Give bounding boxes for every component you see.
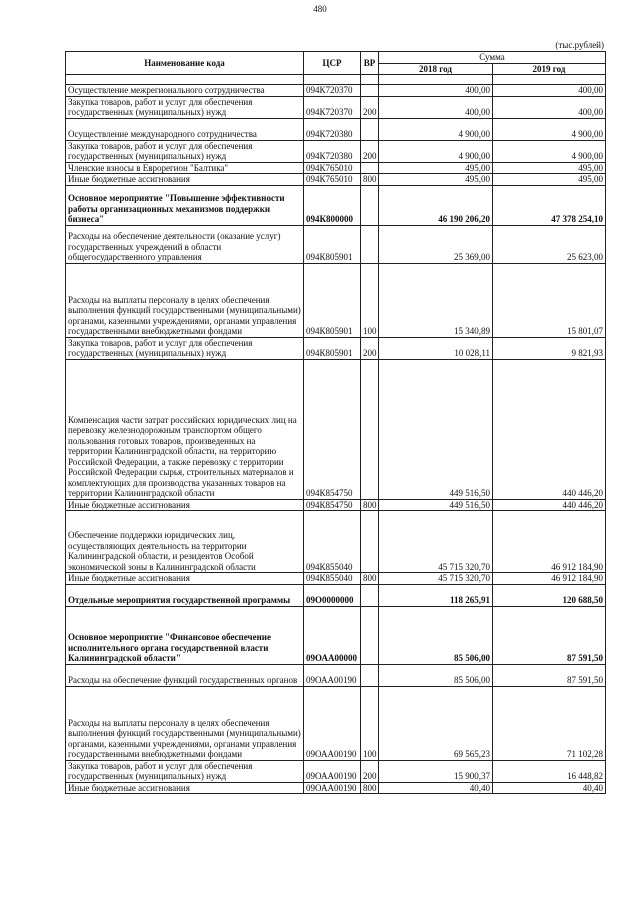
row-name-cell: Иные бюджетные ассигнования — [66, 573, 304, 585]
row-amount-2019-cell: 400,00 — [493, 85, 606, 97]
header-csr: ЦСР — [304, 52, 361, 75]
table-row — [66, 664, 606, 686]
budget-table — [65, 51, 606, 794]
row-amount-2018-cell: 40,40 — [379, 782, 493, 794]
row-name-cell: Закупка товаров, работ и услуг для обеспечения государственных (муниципальных) нужд — [66, 96, 304, 118]
row-amount-2019-cell: 9 821,93 — [493, 337, 606, 359]
row-amount-2018-cell: 449 516,50 — [379, 499, 493, 511]
table-row — [66, 263, 606, 337]
row-vr-cell — [361, 162, 379, 174]
row-amount-2018-cell: 449 516,50 — [379, 359, 493, 499]
row-vr-cell — [361, 584, 379, 606]
table-row — [66, 85, 606, 97]
row-csr-cell: 094К854750 — [304, 359, 361, 499]
row-csr-cell: 09ОАА00190 — [304, 782, 361, 794]
row-amount-2019-cell: 15 801,07 — [493, 263, 606, 337]
row-name-cell: Основное мероприятие "Финансовое обеспечение исполнительного органа государственной власти Калининградской области" — [66, 606, 304, 664]
row-vr-cell — [361, 75, 379, 85]
table-row — [66, 584, 606, 606]
row-vr-cell — [361, 511, 379, 573]
table-row — [66, 162, 606, 174]
row-vr-cell — [361, 225, 379, 263]
row-vr-cell: 800 — [361, 573, 379, 585]
row-name-cell — [66, 75, 304, 85]
row-name-cell: Иные бюджетные ассигнования — [66, 174, 304, 186]
row-csr-cell: 094К765010 — [304, 162, 361, 174]
row-csr-cell: 094К800000 — [304, 185, 361, 225]
table-row — [66, 782, 606, 794]
row-name-cell: Расходы на обеспечение функций государственных органов — [66, 664, 304, 686]
row-csr-cell: 09ОАА00190 — [304, 760, 361, 782]
table-row — [66, 337, 606, 359]
row-amount-2019-cell: 120 688,50 — [493, 584, 606, 606]
row-csr-cell: 09О0000000 — [304, 584, 361, 606]
row-csr-cell: 094К854750 — [304, 499, 361, 511]
table-row — [66, 75, 606, 85]
row-amount-2019-cell: 440 446,20 — [493, 499, 606, 511]
row-amount-2018-cell: 69 565,23 — [379, 686, 493, 760]
table-row — [66, 140, 606, 162]
row-amount-2018-cell: 4 900,00 — [379, 140, 493, 162]
row-amount-2018-cell — [379, 75, 493, 85]
row-csr-cell: 094К720380 — [304, 140, 361, 162]
row-name-cell: Основное мероприятие "Повышение эффективности работы организационных механизмов поддержки бизнеса" — [66, 185, 304, 225]
row-csr-cell: 094К855040 — [304, 573, 361, 585]
row-name-cell: Обеспечение поддержки юридических лиц, осуществляющих деятельность на территории Калининградской области, и резидентов Особой экономической зоны в Калининградской области — [66, 511, 304, 573]
row-vr-cell: 200 — [361, 140, 379, 162]
table-row — [66, 511, 606, 573]
row-vr-cell — [361, 606, 379, 664]
row-name-cell: Закупка товаров, работ и услуг для обеспечения государственных (муниципальных) нужд — [66, 760, 304, 782]
row-amount-2019-cell: 495,00 — [493, 162, 606, 174]
row-vr-cell: 800 — [361, 174, 379, 186]
header-sum: Сумма — [379, 52, 606, 64]
row-amount-2018-cell: 495,00 — [379, 162, 493, 174]
row-vr-cell: 800 — [361, 782, 379, 794]
row-vr-cell: 200 — [361, 96, 379, 118]
row-amount-2019-cell — [493, 75, 606, 85]
row-vr-cell: 100 — [361, 686, 379, 760]
row-csr-cell: 09ОАА00190 — [304, 664, 361, 686]
table-row — [66, 96, 606, 118]
row-name-cell: Иные бюджетные ассигнования — [66, 782, 304, 794]
row-amount-2018-cell: 25 369,00 — [379, 225, 493, 263]
row-amount-2018-cell: 15 340,89 — [379, 263, 493, 337]
row-amount-2019-cell: 87 591,50 — [493, 664, 606, 686]
row-amount-2018-cell: 46 190 206,20 — [379, 185, 493, 225]
table-row — [66, 606, 606, 664]
table-row — [66, 760, 606, 782]
units-label: (тыс.рублей) — [555, 40, 604, 50]
header-name: Наименование кода — [66, 52, 304, 75]
row-name-cell: Осуществление международного сотрудничества — [66, 118, 304, 140]
table-row — [66, 118, 606, 140]
row-vr-cell — [361, 664, 379, 686]
row-amount-2019-cell: 4 900,00 — [493, 118, 606, 140]
row-csr-cell: 094К855040 — [304, 511, 361, 573]
row-name-cell: Отдельные мероприятия государственной программы — [66, 584, 304, 606]
row-vr-cell: 200 — [361, 760, 379, 782]
row-amount-2018-cell: 85 506,00 — [379, 606, 493, 664]
row-amount-2018-cell: 118 265,91 — [379, 584, 493, 606]
row-name-cell: Членские взносы в Еврорегион "Балтика" — [66, 162, 304, 174]
row-amount-2019-cell: 40,40 — [493, 782, 606, 794]
row-name-cell: Закупка товаров, работ и услуг для обеспечения государственных (муниципальных) нужд — [66, 140, 304, 162]
row-amount-2019-cell: 495,00 — [493, 174, 606, 186]
row-name-cell: Осуществление межрегионального сотрудничества — [66, 85, 304, 97]
row-amount-2018-cell: 400,00 — [379, 96, 493, 118]
row-vr-cell — [361, 185, 379, 225]
header-year-2018: 2018 год — [379, 63, 493, 75]
row-amount-2019-cell: 87 591,50 — [493, 606, 606, 664]
row-name-cell: Расходы на выплаты персоналу в целях обеспечения выполнения функций государственными (муниципальными) органами, казенными учреждениями, органами управления государственными внебюджетными фондами — [66, 263, 304, 337]
row-amount-2018-cell: 85 506,00 — [379, 664, 493, 686]
row-amount-2019-cell: 47 378 254,10 — [493, 185, 606, 225]
row-csr-cell: 094К765010 — [304, 174, 361, 186]
table-row — [66, 359, 606, 499]
row-amount-2018-cell: 400,00 — [379, 85, 493, 97]
table-row — [66, 573, 606, 585]
table-row — [66, 225, 606, 263]
table-body — [66, 75, 606, 794]
row-name-cell: Расходы на обеспечение деятельности (оказание услуг) государственных учреждений в области общегосударственного управления — [66, 225, 304, 263]
row-vr-cell: 800 — [361, 499, 379, 511]
row-csr-cell: 094К805901 — [304, 225, 361, 263]
header-vr: ВР — [361, 52, 379, 75]
row-vr-cell: 100 — [361, 263, 379, 337]
row-vr-cell: 200 — [361, 337, 379, 359]
row-vr-cell — [361, 118, 379, 140]
table-header — [66, 52, 606, 75]
row-amount-2018-cell: 45 715 320,70 — [379, 573, 493, 585]
row-amount-2018-cell: 495,00 — [379, 174, 493, 186]
page-number: 480 — [313, 4, 327, 14]
row-amount-2018-cell: 45 715 320,70 — [379, 511, 493, 573]
row-amount-2018-cell: 4 900,00 — [379, 118, 493, 140]
row-name-cell: Компенсация части затрат российских юридических лиц на перевозку железнодорожным транспортом общего пользования готовых товаров, произведенных на территории Калининградской области, на территорию Российской Федерации, а также перевозку с территории Российской Федерации сырья, строительных материалов и комплектующих для производства указанных товаров на территории Калининградской области — [66, 359, 304, 499]
row-csr-cell: 094К720370 — [304, 96, 361, 118]
row-name-cell: Закупка товаров, работ и услуг для обеспечения государственных (муниципальных) нужд — [66, 337, 304, 359]
row-amount-2019-cell: 46 912 184,90 — [493, 573, 606, 585]
row-vr-cell — [361, 85, 379, 97]
table-row — [66, 686, 606, 760]
row-csr-cell: 094К720380 — [304, 118, 361, 140]
row-csr-cell: 094К720370 — [304, 85, 361, 97]
row-csr-cell: 09ОАА00190 — [304, 686, 361, 760]
table-row — [66, 174, 606, 186]
row-amount-2019-cell: 400,00 — [493, 96, 606, 118]
row-amount-2019-cell: 16 448,82 — [493, 760, 606, 782]
row-name-cell: Расходы на выплаты персоналу в целях обеспечения выполнения функций государственными (муниципальными) органами, казенными учреждениями, органами управления государственными внебюджетными фондами — [66, 686, 304, 760]
row-amount-2019-cell: 440 446,20 — [493, 359, 606, 499]
row-csr-cell: 094К805901 — [304, 263, 361, 337]
row-csr-cell — [304, 75, 361, 85]
row-csr-cell: 094К805901 — [304, 337, 361, 359]
row-amount-2019-cell: 4 900,00 — [493, 140, 606, 162]
row-amount-2018-cell: 10 028,11 — [379, 337, 493, 359]
table-row — [66, 499, 606, 511]
row-amount-2019-cell: 25 623,00 — [493, 225, 606, 263]
row-amount-2019-cell: 46 912 184,90 — [493, 511, 606, 573]
row-csr-cell: 09ОАА00000 — [304, 606, 361, 664]
row-vr-cell — [361, 359, 379, 499]
row-amount-2019-cell: 71 102,28 — [493, 686, 606, 760]
header-year-2019: 2019 год — [493, 63, 606, 75]
row-amount-2018-cell: 15 900,37 — [379, 760, 493, 782]
row-name-cell: Иные бюджетные ассигнования — [66, 499, 304, 511]
table-row — [66, 185, 606, 225]
